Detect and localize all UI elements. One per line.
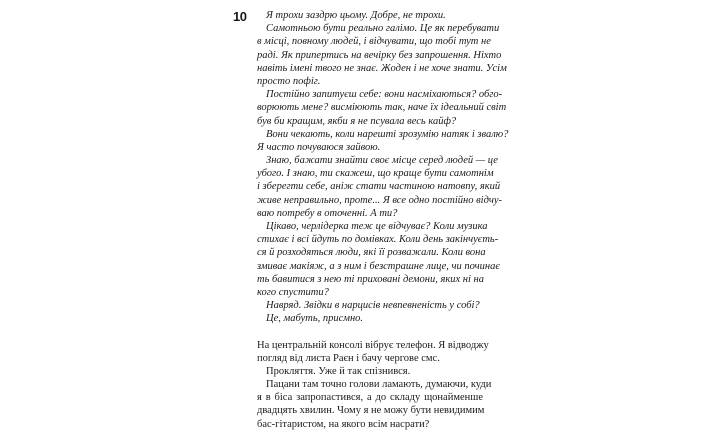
letter-paragraph <box>257 9 483 22</box>
text-line: погляд від листа Раєн і бачу чергове смс. <box>257 352 440 364</box>
text-line: Самотньою бути реально галімо. Це як перебувати <box>266 23 500 35</box>
text-line: Цікаво, черлідерка теж це відчуває? Коли музика <box>266 221 488 232</box>
text-line: навіть імені твого не знає. Жоден і не хоче знати. Усім <box>257 62 507 74</box>
text-line: Пацани там точно голови ламають, думаючи, куди <box>266 379 492 391</box>
text-line: живе неправильно, проте... Я все одно постійно відчу- <box>257 194 503 206</box>
text-line: На центральній консолі вібрує телефон. Я відводжу <box>257 339 489 351</box>
text-line: двадцять хвилин. Чому я не можу бути невидимим <box>257 405 485 417</box>
text-line: був би кращим, якби я не псувала весь кайф? <box>257 115 457 127</box>
letter-paragraph <box>257 88 507 128</box>
text-line: убого. І знаю, ти скажеш, що краще бути самотнім <box>257 168 494 180</box>
text-line: Навряд. Звідки в нарцисів невпевненість у собі? <box>266 300 480 312</box>
narrative-paragraph <box>257 339 489 365</box>
text-line: Вони чекають, коли нарешті зрозумію натяк і звалю? <box>266 128 509 140</box>
text-line: Я часто почуваюся зайвою. <box>257 141 381 153</box>
text-line: Знаю, бажати знайти своє місце серед людей — це <box>266 155 498 167</box>
text-line: просто пофіг. <box>257 75 321 87</box>
text-line: ворюють мене? висміюють так, наче їх ідеальний світ <box>257 102 507 114</box>
letter-paragraph <box>257 312 483 325</box>
text-line: я в біса запропастився, а до складу щонайменше <box>257 392 483 404</box>
page-number: 10 <box>233 9 247 24</box>
narrative-paragraph <box>257 378 492 431</box>
text-line: ваю потребу в оточенні. А ти? <box>257 207 398 219</box>
letter-paragraph <box>257 299 483 312</box>
text-line: змиває макіяж, а з ним і безстрашне лице, чи починає <box>257 260 500 272</box>
letter-text <box>257 9 509 326</box>
text-line: Це, мабуть, присмно. <box>266 313 364 325</box>
text-line: стихає і всі йдуть по домівках. Коли день закінчуєть- <box>257 234 499 246</box>
section-gap <box>257 326 483 339</box>
text-line: Я трохи заздрю цьому. Добре, не трохи. <box>266 10 446 21</box>
letter-paragraph <box>257 154 503 220</box>
text-line: кого спустити? <box>257 286 329 298</box>
text-line: раді. Як припертись на вечірку без запрошення. Ніхто <box>257 49 502 61</box>
text-line: Постійно запитуєш себе: вони насміхаються? обго- <box>266 89 503 101</box>
text-line: і зберегти себе, аніж стати частиною натовпу, який <box>257 181 501 193</box>
text-line: Прокляття. Уже й так спізнився. <box>266 365 411 377</box>
narrative-paragraph <box>257 365 483 378</box>
text-line: ть бавитися з нею ті приховані демони, яких ні на <box>257 273 484 285</box>
letter-paragraph <box>257 128 509 154</box>
text-line: в місці, повному людей, і відчувати, що тобі тут не <box>257 36 491 48</box>
page-text <box>257 9 509 431</box>
text-line: ся й розходяться люди, які її розважали. Коли вона <box>257 247 486 259</box>
letter-paragraph <box>257 22 507 88</box>
letter-paragraph <box>257 220 500 299</box>
text-line: бас-гітаристом, на якого всім насрати? <box>257 418 430 430</box>
narrative-text <box>257 339 492 431</box>
